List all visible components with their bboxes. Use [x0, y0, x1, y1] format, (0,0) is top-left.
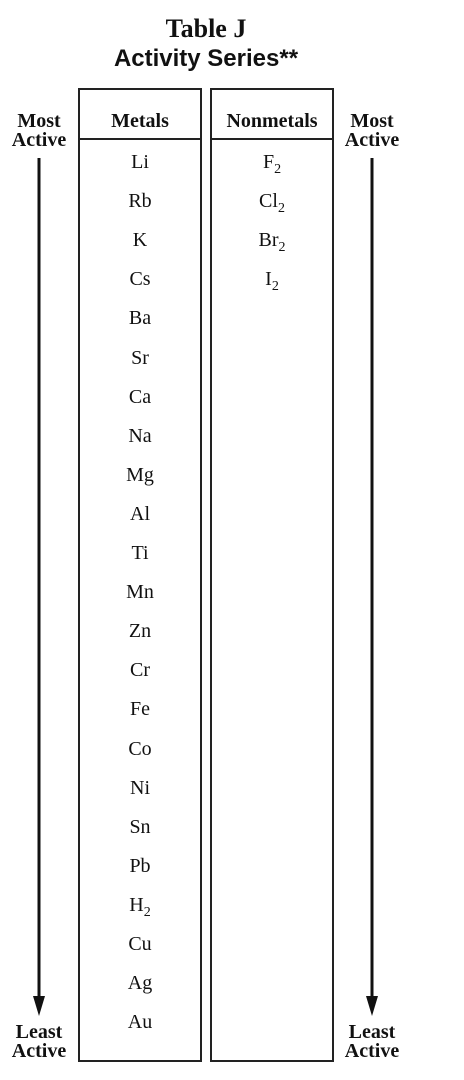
- left-active-word-bottom: Active: [11, 1040, 67, 1062]
- metals-element-al: [80, 502, 200, 526]
- right-least-word: Least: [348, 1021, 396, 1043]
- metals-element-cs: [80, 267, 200, 291]
- metals-element-ni: [80, 776, 200, 800]
- element-symbol: Na: [128, 424, 152, 447]
- metals-element-cu: [80, 932, 200, 956]
- metals-header: Metals: [80, 90, 200, 140]
- table-subtitle: Activity Series**: [113, 45, 299, 72]
- element-subscript: 2: [143, 904, 151, 920]
- element-symbol: Al: [130, 502, 150, 525]
- element-symbol: Zn: [128, 620, 152, 643]
- nonmetals-element-br2: [212, 228, 332, 256]
- element-symbol: Cs: [129, 268, 151, 291]
- element-symbol: K: [132, 229, 148, 252]
- element-subscript: 2: [271, 279, 279, 295]
- element-subscript: 2: [278, 240, 286, 256]
- element-symbol: Mg: [126, 463, 154, 486]
- metals-element-k: [80, 228, 200, 252]
- element-symbol: Ag: [127, 972, 153, 995]
- nonmetals-element-i2: [212, 267, 332, 295]
- metals-element-h2: [80, 893, 200, 920]
- element-symbol: Co: [128, 737, 152, 760]
- left-least-active-label: [4, 1023, 74, 1061]
- left-active-word-top: Active: [11, 129, 67, 151]
- element-symbol: Cu: [128, 933, 152, 955]
- right-least-active-label: [337, 1023, 407, 1061]
- metals-element-sn: [80, 815, 200, 839]
- metals-element-ti: [80, 541, 200, 565]
- metals-element-cr: [80, 658, 200, 682]
- metals-element-ba: [80, 306, 200, 330]
- metals-element-sr: [80, 346, 200, 370]
- nonmetals-column: [210, 88, 334, 1062]
- element-symbol: Cl: [259, 190, 278, 213]
- element-symbol: Fe: [130, 698, 150, 721]
- element-symbol: I: [265, 268, 272, 291]
- nonmetals-element-cl2: [212, 189, 332, 217]
- element-symbol: Mn: [126, 581, 154, 604]
- left-most-active-label: [4, 112, 74, 150]
- element-symbol: Ca: [128, 385, 152, 408]
- element-symbol: Ba: [128, 307, 152, 330]
- element-symbol: Sr: [131, 346, 149, 369]
- metals-column: [78, 88, 202, 1062]
- element-symbol: Ni: [130, 776, 150, 799]
- metals-element-na: [80, 424, 200, 448]
- left-down-arrow-icon: [33, 158, 45, 1016]
- metals-element-zn: [80, 619, 200, 643]
- element-symbol: Li: [131, 151, 149, 173]
- nonmetals-element-f2: [212, 150, 332, 177]
- metals-element-mg: [80, 463, 200, 487]
- metals-element-ag: [80, 971, 200, 995]
- element-symbol: F: [262, 151, 275, 173]
- element-symbol: Ti: [131, 542, 149, 564]
- metals-element-li: [80, 150, 200, 174]
- metals-element-fe: [80, 697, 200, 721]
- element-symbol: Rb: [128, 190, 152, 213]
- element-subscript: 2: [277, 201, 285, 217]
- right-down-arrow-icon: [366, 158, 378, 1016]
- table-title: Table J: [165, 14, 247, 43]
- metals-element-ca: [80, 385, 200, 409]
- right-active-word-bottom: Active: [344, 1040, 400, 1062]
- element-subscript: 2: [274, 162, 282, 177]
- nonmetals-header: Nonmetals: [212, 90, 332, 140]
- metals-element-pb: [80, 854, 200, 878]
- metals-element-au: [80, 1010, 200, 1034]
- element-symbol: Br: [258, 229, 279, 252]
- element-symbol: H: [129, 893, 144, 916]
- metals-element-rb: [80, 189, 200, 213]
- left-most-word: Most: [17, 110, 61, 132]
- element-symbol: Au: [127, 1011, 153, 1034]
- element-symbol: Sn: [129, 815, 151, 838]
- element-symbol: Cr: [130, 659, 150, 682]
- right-most-word: Most: [350, 110, 394, 132]
- left-least-word: Least: [15, 1021, 63, 1043]
- metals-element-mn: [80, 580, 200, 604]
- right-active-word-top: Active: [344, 129, 400, 151]
- element-symbol: Pb: [129, 854, 151, 877]
- right-most-active-label: [337, 112, 407, 150]
- metals-element-co: [80, 737, 200, 761]
